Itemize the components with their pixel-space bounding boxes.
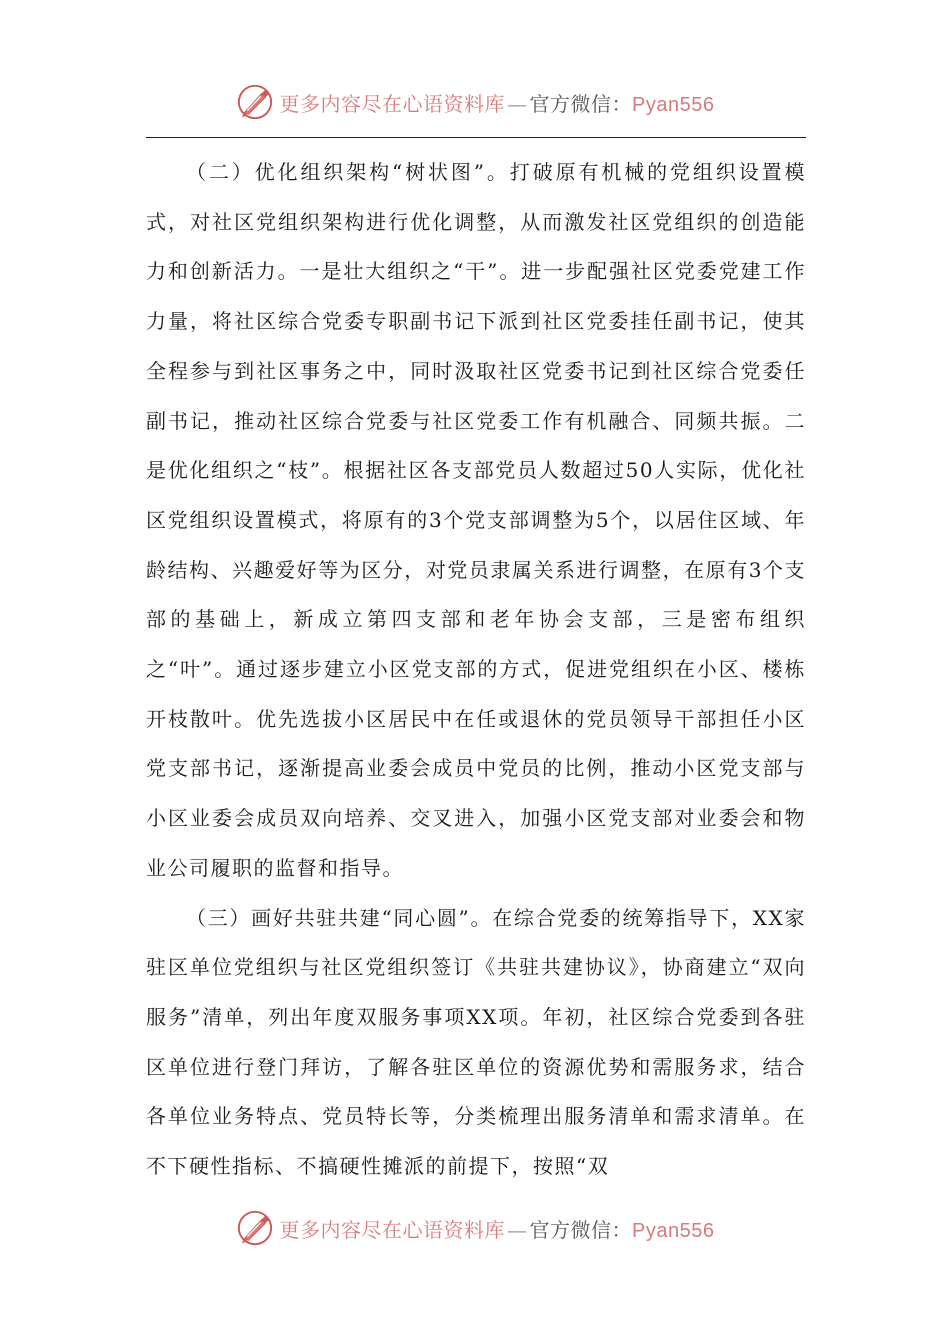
pen-nib-icon <box>236 83 274 121</box>
header-divider <box>146 137 806 138</box>
pen-nib-icon <box>236 1209 274 1247</box>
header-banner <box>0 82 950 122</box>
paragraph-2: （二）优化组织架构“树状图”。打破原有机械的党组织设置模式，对社区党组织架构进行优化调整，从而激发社区党组织的创造能力和创新活力。一是壮大组织之“干”。进一步配强社区党委党建工作力量，将社区综合党委专职副书记下派到社区党委挂任副书记，使其全程参与到社区事务之中，同时汲取社区党委书记到社区综合党委任副书记，推动社区综合党委与社区党委工作有机融合、同频共振。二是优化组织之“枝”。根据社区各支部党员人数超过50人实际，优化社区党组织设置模式，将原有的3个党支部调整为5个，以居住区域、年龄结构、兴趣爱好等为区分，对党员隶属关系进行调整，在原有3个支部的基础上，新成立第四支部和老年协会支部，三是密布组织之“叶”。通过逐步建立小区党支部的方式，促进党组织在小区、楼栋开枝散叶。优先选拔小区居民中在任或退休的党员领导干部担任小区党支部书记，逐渐提高业委会成员中党员的比例，推动小区党支部与小区业委会成员双向培养、交叉进入，加强小区党支部对业委会和物业公司履职的监督和指导。 <box>146 160 806 880</box>
footer-promo-text <box>280 1214 715 1243</box>
header-dash: — <box>507 91 528 116</box>
footer-wechat-label: 官方微信： <box>529 1217 633 1242</box>
paragraph-3: （三）画好共驻共建“同心圆”。在综合党委的统筹指导下，XX家驻区单位党组织与社区党组织签订《共驻共建协议》，协商建立“双向服务”清单，列出年度双服务事项XX项。年初，社区综合党委到各驻区单位进行登门拜访，了解各驻区单位的资源优势和需服务求，结合各单位业务特点、党员特长等，分类梳理出服务清单和需求清单。在不下硬性指标、不搞硬性摊派的前提下，按照“双 <box>146 905 806 1179</box>
footer-account: Pyan556 <box>632 1219 715 1242</box>
header-promo-text <box>280 88 715 117</box>
footer-banner <box>0 1208 950 1248</box>
footer-dash: — <box>507 1217 528 1242</box>
footer-promo: 更多内容尽在心语资料库 <box>279 1217 506 1242</box>
header-promo: 更多内容尽在心语资料库 <box>279 91 506 116</box>
header-account: Pyan556 <box>632 93 715 116</box>
header-wechat-label: 官方微信： <box>529 91 633 116</box>
document-body <box>146 148 806 1192</box>
